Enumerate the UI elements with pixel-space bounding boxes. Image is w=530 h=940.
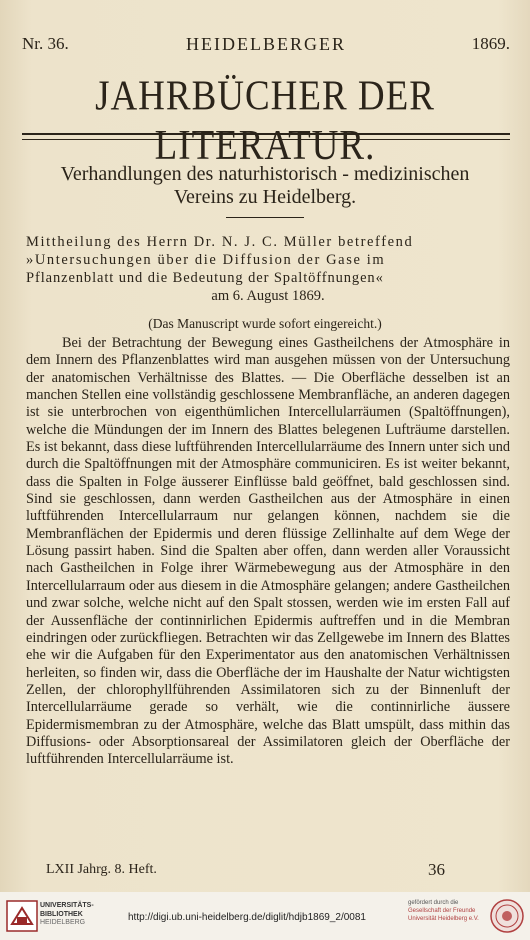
library-name-line2: BIBLIOTHEK <box>40 910 83 918</box>
title-rule-thick <box>22 133 510 135</box>
section-title-line2: Vereins zu Heidelberg. <box>173 186 357 208</box>
university-library-logo-icon <box>6 900 38 932</box>
title-rule-thin <box>22 139 510 140</box>
funding-note <box>408 899 479 923</box>
funding-line2: Gesellschaft der Freunde <box>408 908 476 914</box>
journal-title: JAHRBÜCHER DER LITERATUR. <box>95 72 435 170</box>
intro-line-1: Mittheilung des Herrn Dr. N. J. C. Müller betreffend <box>26 234 414 250</box>
society-seal-icon <box>489 898 525 934</box>
page-header <box>22 34 510 62</box>
header-title: HEIDELBERGER <box>186 34 346 54</box>
section-title-line1: Verhandlungen des naturhistorisch - medizinischen <box>60 163 470 185</box>
funding-line3: Universität Heidelberg e.V. <box>408 916 479 922</box>
intro-line-2: »Untersuchungen über die Diffusion der Gase im <box>26 252 386 268</box>
issue-number: Nr. 36. <box>22 34 69 53</box>
library-name <box>40 902 94 928</box>
intro-block <box>26 233 510 305</box>
intro-line-3: Pflanzenblatt und die Bedeutung der Spaltöffnungen« <box>26 270 384 286</box>
manuscript-note: (Das Manuscript wurde sofort eingereicht.) <box>148 316 382 331</box>
permalink-url[interactable]: http://digi.ub.uni-heidelberg.de/diglit/hdjb1869_2/0081 <box>128 912 366 923</box>
section-divider <box>226 217 304 218</box>
library-name-line1: UNIVERSITÄTS- <box>40 902 94 909</box>
funding-line1: gefördert durch die <box>408 900 459 906</box>
section-title <box>0 163 530 209</box>
body-paragraph: Bei der Betrachtung der Bewegung eines Gastheilchens der Atmosphäre in dem Innern des Pflanzenblattes wird man ausgehen müssen von der Untersuchung der anatomischen Verhältnisse des Blattes. — Die Oberfläche desselben ist an manchen Stellen eine vollständig geschlossene Membranfläche, an anderen dagegen ist sie unterbrochen von eigenthümlichen Intercellularräumen (Spaltöffnungen), welche die Mündungen der im Innern des Blattes belegenen Lufträume darstellen. Es ist bekannt, dass diese luftführenden Intercellularräume des Innern unter sich und durch die Spaltöffnungen mit der Atmosphäre communiciren. Es ist weiter bekannt, dass die Spalten in Folge äusserer Einflüsse bald geöffnet, bald geschlossen sind. Sind sie geschlossen, dann werden Gastheilchen aus der Atmosphäre in einen luftführenden Intercellularraum nur gelangen können, nachdem sie die Membranflächen der Epidermis und deren flüssige Zellinhalte auf dem Wege der Lösung passirt haben. Sind die Spalten aber offen, dann werden aller Voraussicht nach Gastheilchen in Folge ihrer Wärmebewegung aus der Atmosphäre in den Intercellularraum oder aus diesem in die Atmosphäre gelangen; andere Gastheilchen und zwar solche, welche nicht auf den Spalt stossen, werden wie im ersten Fall auf der Aussenfläche der continnirlichen Epidermis auftreffen und in die Membran eindringen oder zurückfliegen. Betrachten wir das Zellgewebe im Innern des Blattes ehe wir die Aufgaben für den Experimentator aus den anatomischen Verhältnissen herleiten, so finden wir, dass die Oberfläche der im Haushalte der Natur wichtigsten Zellen, der chlorophyllführenden Assimilatoren sich zu der Binnenluft der Intercellularräume gerade so verhält, wie die continnirliche äussere Epidermismembran zu der Atmosphäre, welche das Blatt umspült, dass mithin das Diffusions- oder Absorptionsareal der Assimilatoren gleich der Oberfläche der luftführenden Intercellularräume ist. <box>26 335 510 768</box>
header-year: 1869. <box>471 34 510 53</box>
digitization-footer-bar <box>0 892 530 940</box>
library-name-line3: HEIDELBERG <box>40 919 86 926</box>
intro-line-4: am 6. August 1869. <box>211 288 325 304</box>
page-number: 36 <box>428 860 445 879</box>
footer-signature: LXII Jahrg. 8. Heft. <box>46 862 157 877</box>
